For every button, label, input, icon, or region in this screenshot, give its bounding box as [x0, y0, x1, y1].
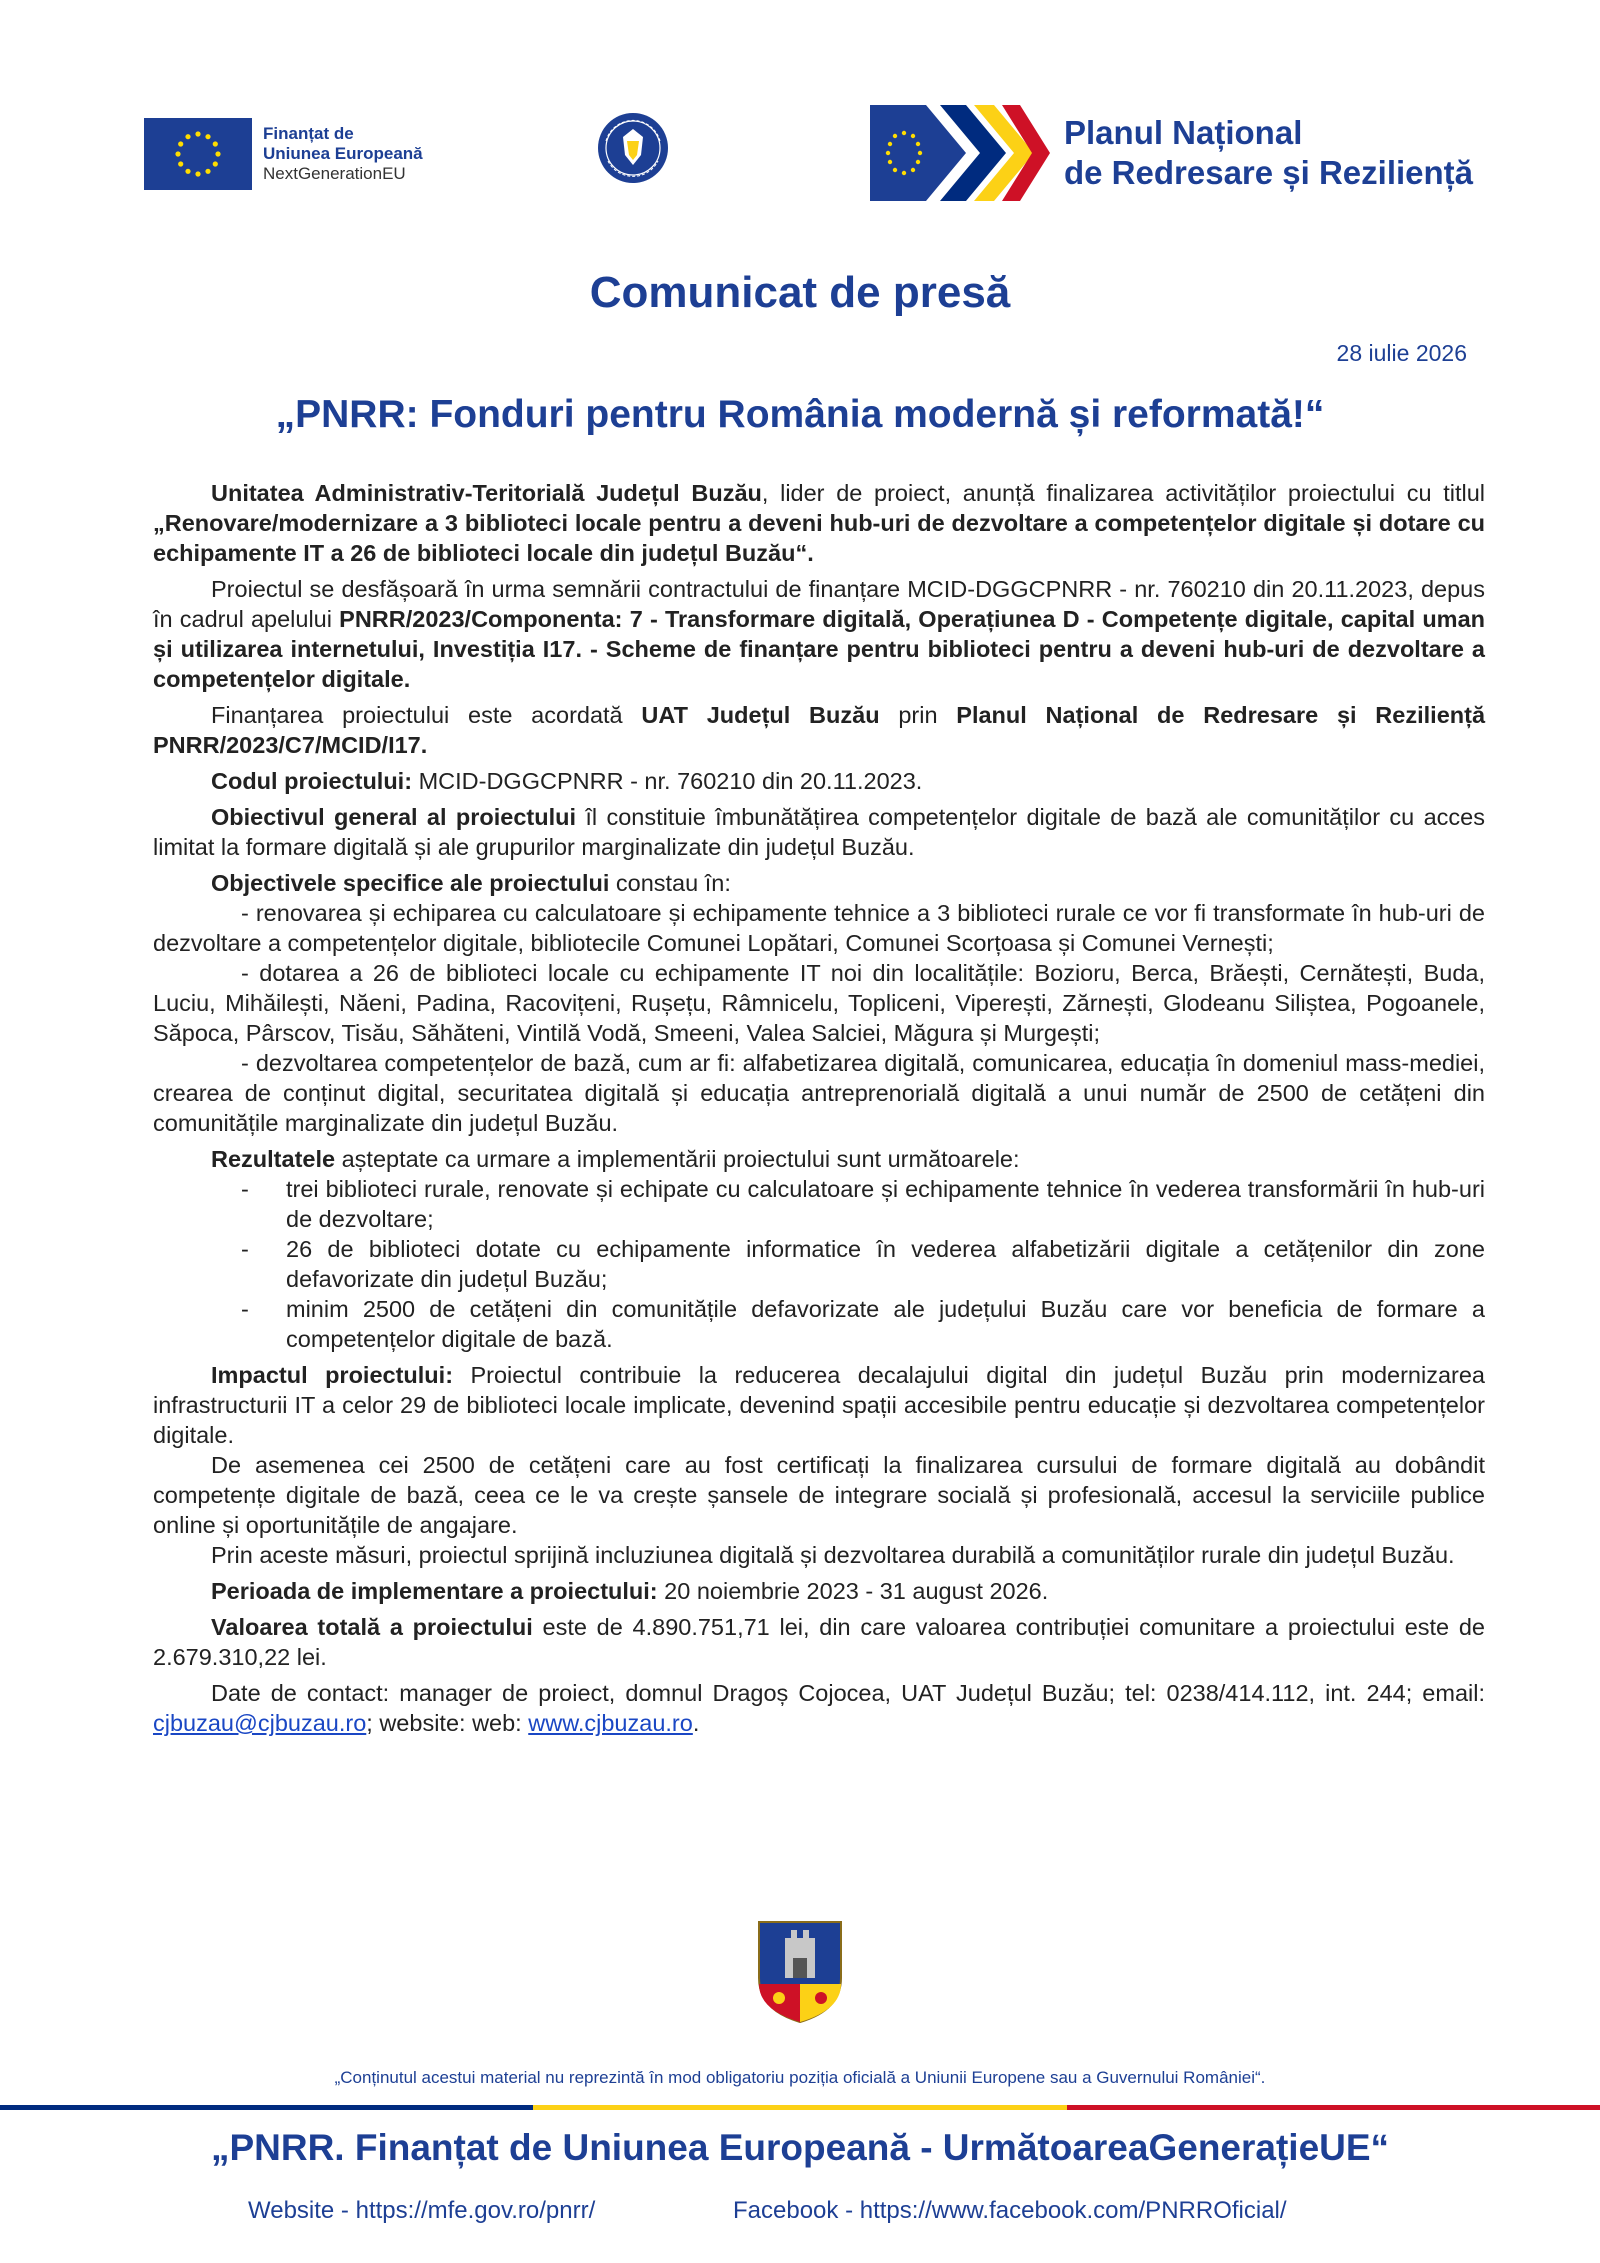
- specific-objectives-label: Objectivele specifice ale proiectului: [211, 870, 610, 896]
- total-value-label: Valoarea totală a proiectului: [211, 1614, 533, 1640]
- eu-logo-line1: Finanțat de: [263, 124, 354, 143]
- paragraph-certification: De asemenea cei 2500 de cetățeni care au fost certificați la finalizarea cursului de formare digitală au dobândit competențe digitale de bază, ceea ce le va crește șansele de integrare socială și profesională, accesul la serviciile publice online și oportunitățile de angajare.: [153, 1452, 1485, 1538]
- paragraph-period: [153, 1576, 1485, 1606]
- specific-objectives-intro: constau în:: [609, 870, 731, 896]
- press-release-date: 28 iulie 2026: [1336, 340, 1467, 366]
- financing-text: Finanțarea proiectului este acordată: [211, 702, 642, 728]
- eu-logo-line3: NextGenerationEU: [263, 164, 406, 183]
- list-item: - minim 2500 de cetățeni din comunitățile defavorizate ale județului Buzău care vor beneficia de formare a competențelor digitale de bază.: [153, 1294, 1485, 1354]
- header-logos: [0, 105, 1600, 215]
- financing-connector: prin: [879, 702, 957, 728]
- eu-disclaimer: „Conținutul acestui material nu reprezintă în mod obligatoriu poziția oficială a Uniunii Europene sau a Guvernului României“.: [334, 2068, 1266, 2087]
- website-link[interactable]: www.cjbuzau.ro: [528, 1710, 693, 1736]
- press-release-body: [153, 478, 1485, 1744]
- specific-objective-3: - dezvoltarea competențelor de bază, cum ar fi: alfabetizarea digitală, comunicarea, educația în domeniul mass-mediei, crearea de conținut digital, securitatea digitală și educația antreprenorială digitală a unui număr de 2500 de cetățeni din comunitățile marginalizate din județul Buzău.: [153, 1050, 1485, 1136]
- financing-beneficiary: UAT Județul Buzău: [641, 702, 880, 728]
- contact-text: Date de contact: manager de proiect, domnul Dragoș Cojocea, UAT Județul Buzău; tel: 0238/414.112, int. 244; email:: [211, 1680, 1485, 1706]
- footer-facebook-link[interactable]: Facebook - https://www.facebook.com/PNRROficial/: [733, 2197, 1287, 2224]
- beneficiary-name: Unitatea Administrativ-Teritorială Județul Buzău: [211, 480, 762, 506]
- project-code-label: Codul proiectului:: [211, 768, 413, 794]
- press-release-subtitle: „PNRR: Fonduri pentru România modernă și reformată!“: [275, 393, 1325, 436]
- call-name: PNRR/2023/Componenta: 7 - Transformare digitală, Operațiunea D - Competențe digitale, capital uman și utilizarea internetului, Investiția I17. - Scheme de finanțare pentru biblioteci pentru a deveni hub-uri de dezvoltare a competențelor digitale.: [153, 606, 1485, 692]
- paragraph-financing: [153, 700, 1485, 760]
- general-objective-label: Obiectivul general al proiectului: [211, 804, 577, 830]
- impact-label: Impactul proiectului:: [211, 1362, 454, 1388]
- footer-slogan: „PNRR. Finanțat de Uniunea Europeană - UrmătoareaGenerațieUE“: [210, 2127, 1390, 2168]
- results-intro: așteptate ca urmare a implementării proiectului sunt următoarele:: [335, 1146, 1020, 1172]
- list-item: - trei biblioteci rurale, renovate și echipate cu calculatoare și echipamente tehnice în vederea transformării în hub-uri de dezvoltare;: [153, 1174, 1485, 1234]
- financing-programme: Planul Național de Redresare și Reziliență PNRR/2023/C7/MCID/I17.: [153, 702, 1486, 758]
- list-item: - 26 de biblioteci dotate cu echipamente informatice în vederea alfabetizării digitale a cetățenilor din zone defavorizate din județul Buzău;: [153, 1234, 1485, 1294]
- paragraph-project-code: [153, 766, 1485, 796]
- pnrr-logo: [870, 105, 1473, 201]
- paragraph-value: [153, 1612, 1485, 1672]
- paragraph-results: [153, 1144, 1485, 1174]
- page-title: Comunicat de presă: [589, 268, 1011, 317]
- tricolor-divider: [0, 2105, 1600, 2110]
- paragraph-contact: [153, 1678, 1485, 1738]
- contact-period: .: [692, 1710, 700, 1736]
- contract-text: Proiectul se desfășoară în urma semnării contractului de finanțare MCID-DGGCPNRR - nr. 760210 din 20.11.2023, depus în cadrul apelului: [153, 576, 1485, 632]
- pnrr-logo-line1: Planul Național: [1064, 114, 1303, 151]
- intro-text: , lider de proiect, anunță finalizarea activităților proiectului cu titlul: [761, 480, 1486, 506]
- impact-text: Proiectul contribuie la reducerea decalajului digital din județul Buzău prin modernizarea infrastructurii IT a celor 29 de biblioteci locale implicate, devenind spații accesibile pentru educație și dezvoltarea competențelor digitale.: [153, 1362, 1485, 1448]
- romanian-government-seal-icon: [596, 111, 670, 207]
- paragraph-specific-objectives: [153, 868, 1485, 898]
- paragraph-general-objective: [153, 802, 1485, 862]
- paragraph-impact: [153, 1360, 1485, 1450]
- specific-objective-2: - dotarea a 26 de biblioteci locale cu echipamente IT noi din localitățile: Bozioru, Berca, Brăești, Cernătești, Buda, Luciu, Mihăilești, Năeni, Padina, Racovițeni, Rușețu, Râmnicelu, Topliceni, Viperești, Zărnești, Glodeanu Siliștea, Pogoanele, Săpoca, Pârscov, Tisău, Săhăteni, Vintilă Vodă, Smeeni, Valea Salciei, Măgura și Murgești;: [153, 960, 1485, 1046]
- period-value: 20 noiembrie 2023 - 31 august 2026.: [657, 1578, 1049, 1604]
- project-title: „Renovare/modernizare a 3 biblioteci locale pentru a deveni hub-uri de dezvoltare a competențelor digitale și dotare cu echipamente IT a 26 de biblioteci locale din județul Buzău“.: [153, 510, 1485, 566]
- footer-website-link[interactable]: Website - https://mfe.gov.ro/pnrr/: [248, 2197, 596, 2224]
- total-value-text: este de 4.890.751,71 lei, din care valoarea contribuției comunitare a proiectului este de 2.679.310,22 lei.: [153, 1614, 1486, 1670]
- results-list: [153, 1174, 1485, 1354]
- paragraph-inclusion: Prin aceste măsuri, proiectul sprijină incluziunea digitală și dezvoltarea durabilă a comunităților rurale din județul Buzău.: [211, 1542, 1455, 1568]
- project-code-value: MCID-DGGCPNRR - nr. 760210 din 20.11.2023.: [412, 768, 923, 794]
- pnrr-logo-line2: de Redresare și Reziliență: [1064, 154, 1474, 191]
- eu-flag-icon: [144, 118, 252, 190]
- eu-logo-line2: Uniunea Europeană: [263, 144, 423, 163]
- buzau-coat-of-arms-icon: [755, 1918, 845, 2024]
- paragraph-intro: [153, 478, 1485, 568]
- contact-website-label: ; website: web:: [366, 1710, 529, 1736]
- pnrr-arrows-icon: [870, 105, 1050, 201]
- paragraph-contract: [153, 574, 1485, 694]
- specific-objective-1: - renovarea și echiparea cu calculatoare și echipamente tehnice a 3 biblioteci rurale ce vor fi transformate în hub-uri de dezvoltare a competențelor digitale, bibliotecile Comunei Lopătari, Comunei Scorțoasa și Comunei Vernești;: [153, 900, 1485, 956]
- eu-funding-logo: [144, 118, 423, 190]
- email-link[interactable]: cjbuzau@cjbuzau.ro: [153, 1710, 367, 1736]
- period-label: Perioada de implementare a proiectului:: [211, 1578, 658, 1604]
- results-label: Rezultatele: [211, 1146, 336, 1172]
- general-objective-text: îl constituie îmbunătățirea competențelor digitale de bază ale comunităților cu acces limitat la formare digitală și ale grupurilor marginalizate din județul Buzău.: [153, 804, 1485, 860]
